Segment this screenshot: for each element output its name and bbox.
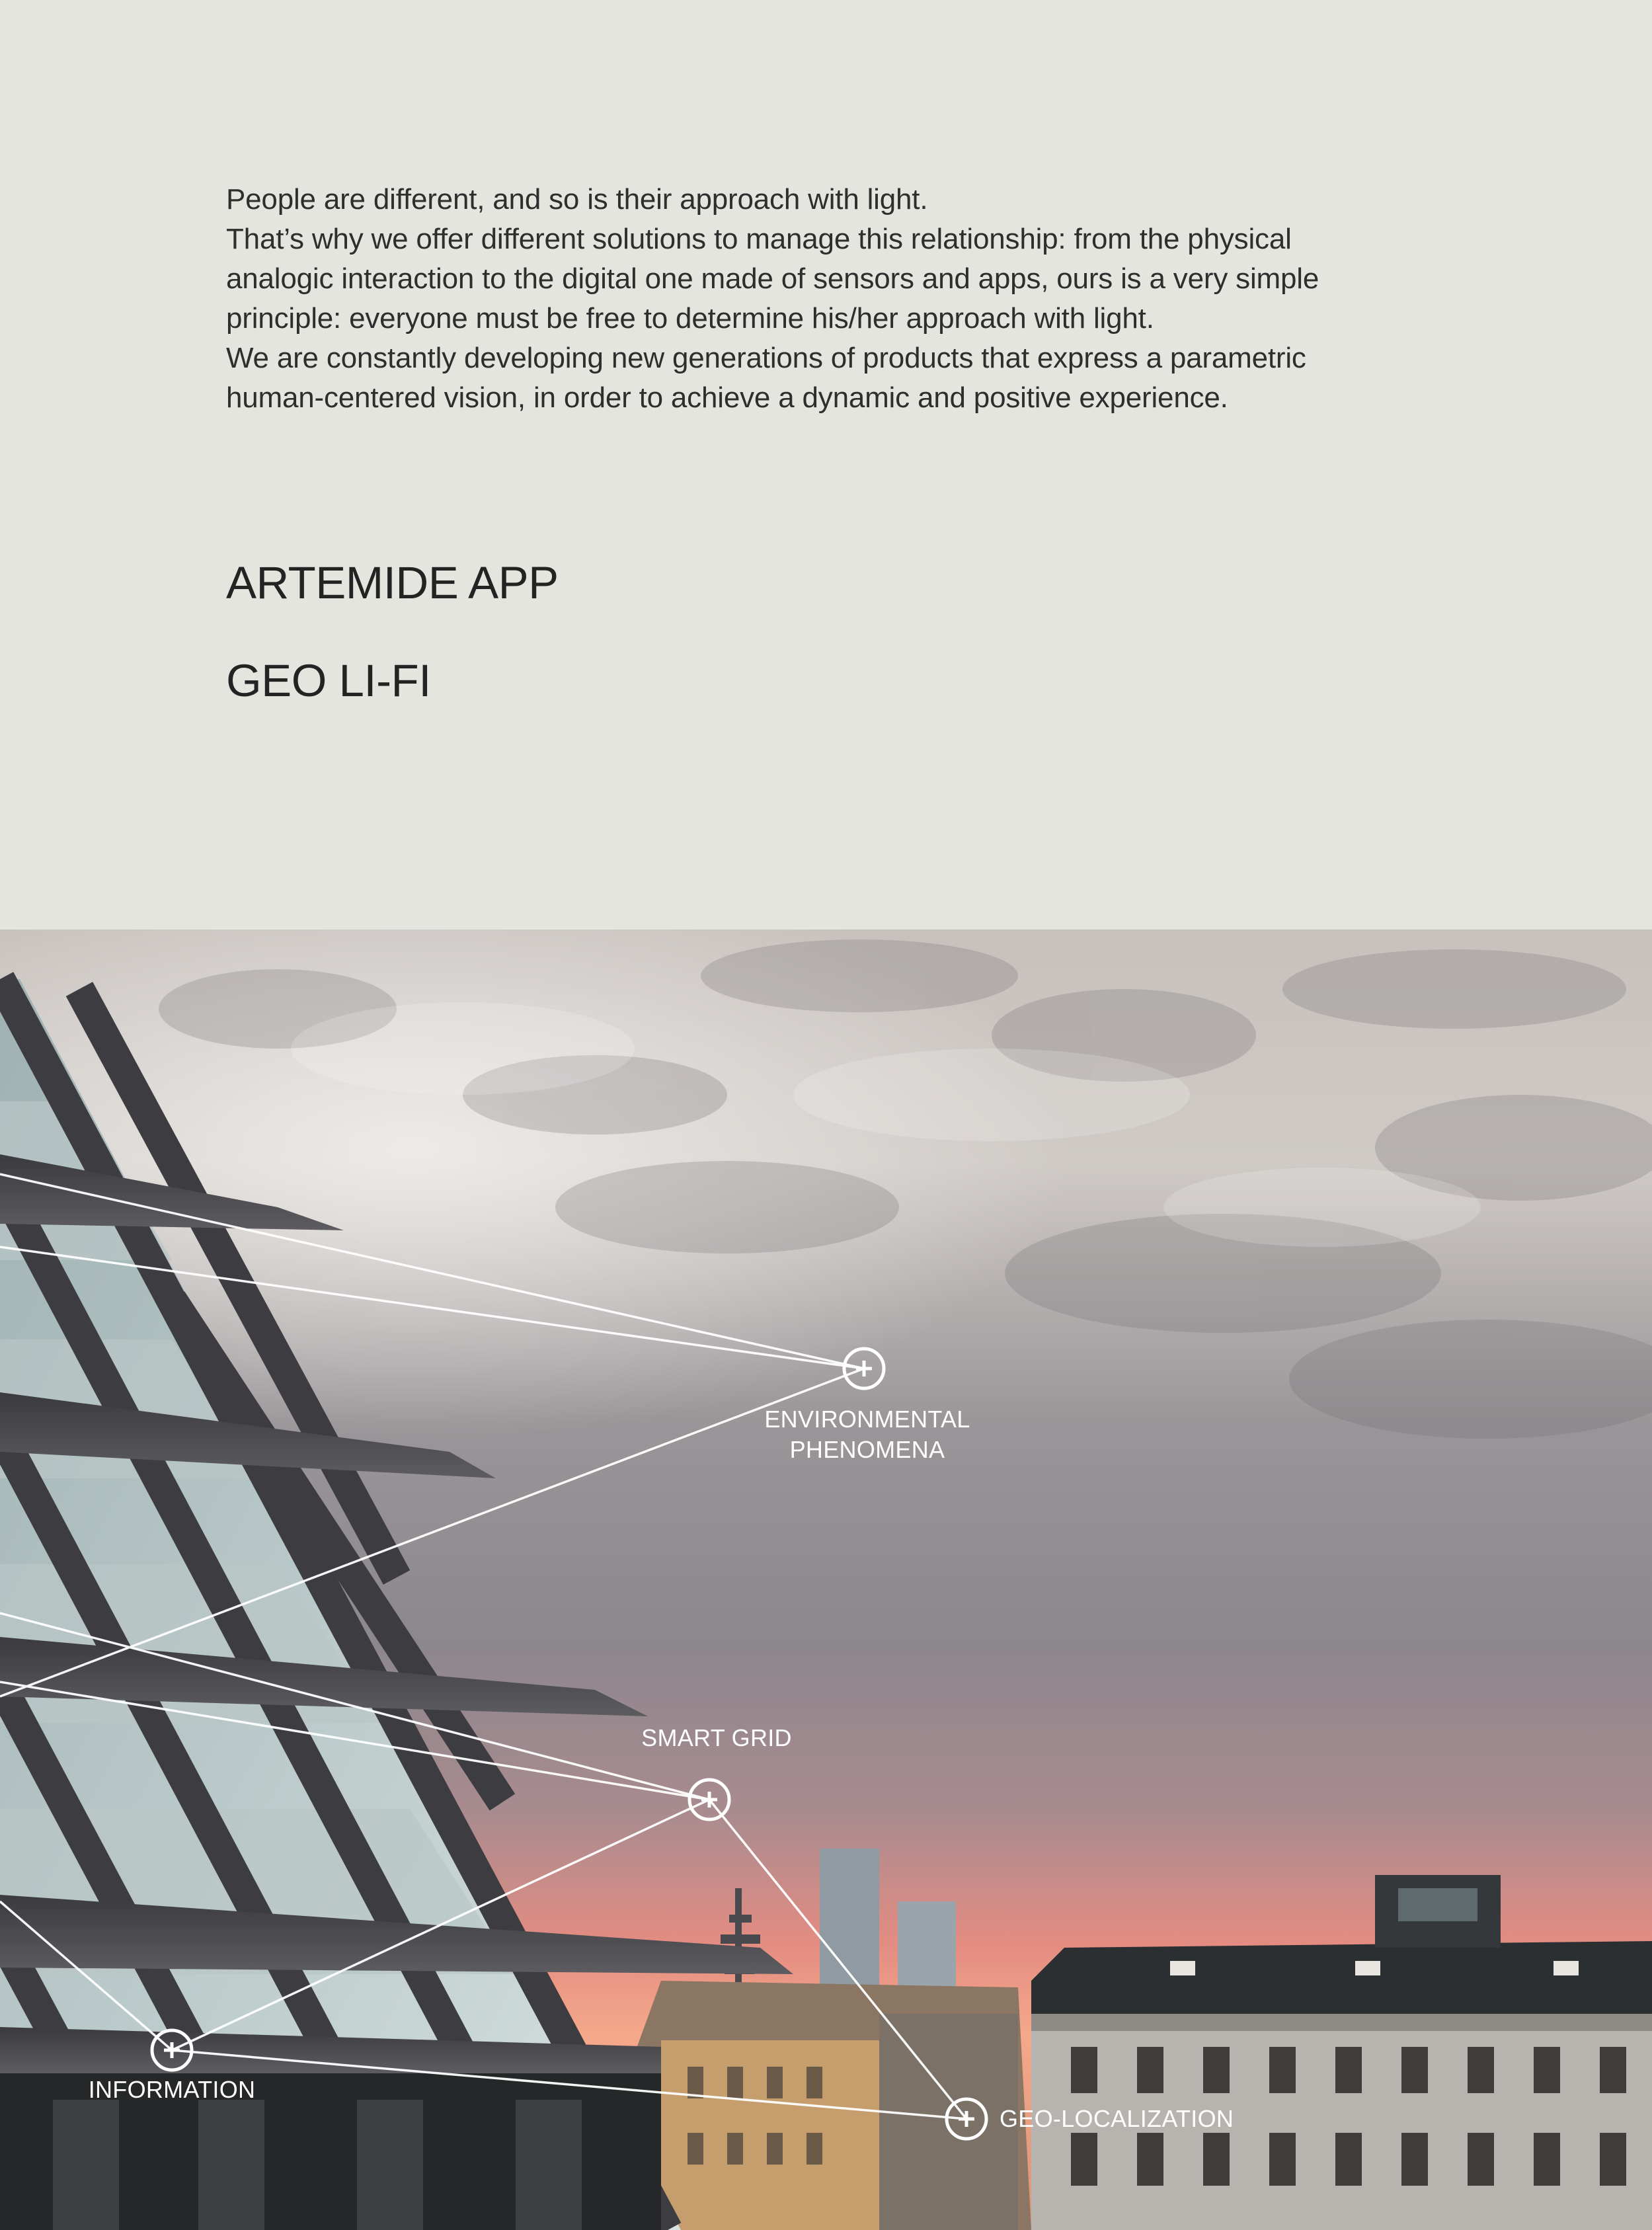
intro-paragraph-2: That’s why we offer different solutions to manage this relationship: from the physical analogic interaction to the digital one made of sensors and apps, ours is a very simple principle: everyone must be free to determine his/her approach with light.: [226, 223, 1319, 335]
intro-paragraph-1: People are different, and so is their approach with light.: [226, 183, 928, 216]
geo-lifi-link[interactable]: GEO LI-FI: [226, 655, 431, 706]
intro-text: [226, 180, 1350, 418]
intro-paragraph-3: We are constantly developing new generations of products that express a parametric human-centered vision, in order to achieve a dynamic and positive experience.: [226, 342, 1306, 414]
information-label: INFORMATION: [88, 2076, 256, 2103]
geo-localization-label: GEO-LOCALIZATION: [1000, 2105, 1234, 2132]
photo-illustration: [0, 930, 1652, 2230]
environmental-label-line2: PHENOMENA: [789, 1436, 945, 1463]
city-photo-diagram: [0, 930, 1652, 2230]
artemide-app-link[interactable]: ARTEMIDE APP: [226, 557, 559, 608]
environmental-label: [735, 1404, 1000, 1465]
environmental-label-line1: ENVIRONMENTAL: [764, 1406, 970, 1433]
smart-grid-label: SMART GRID: [641, 1724, 792, 1751]
